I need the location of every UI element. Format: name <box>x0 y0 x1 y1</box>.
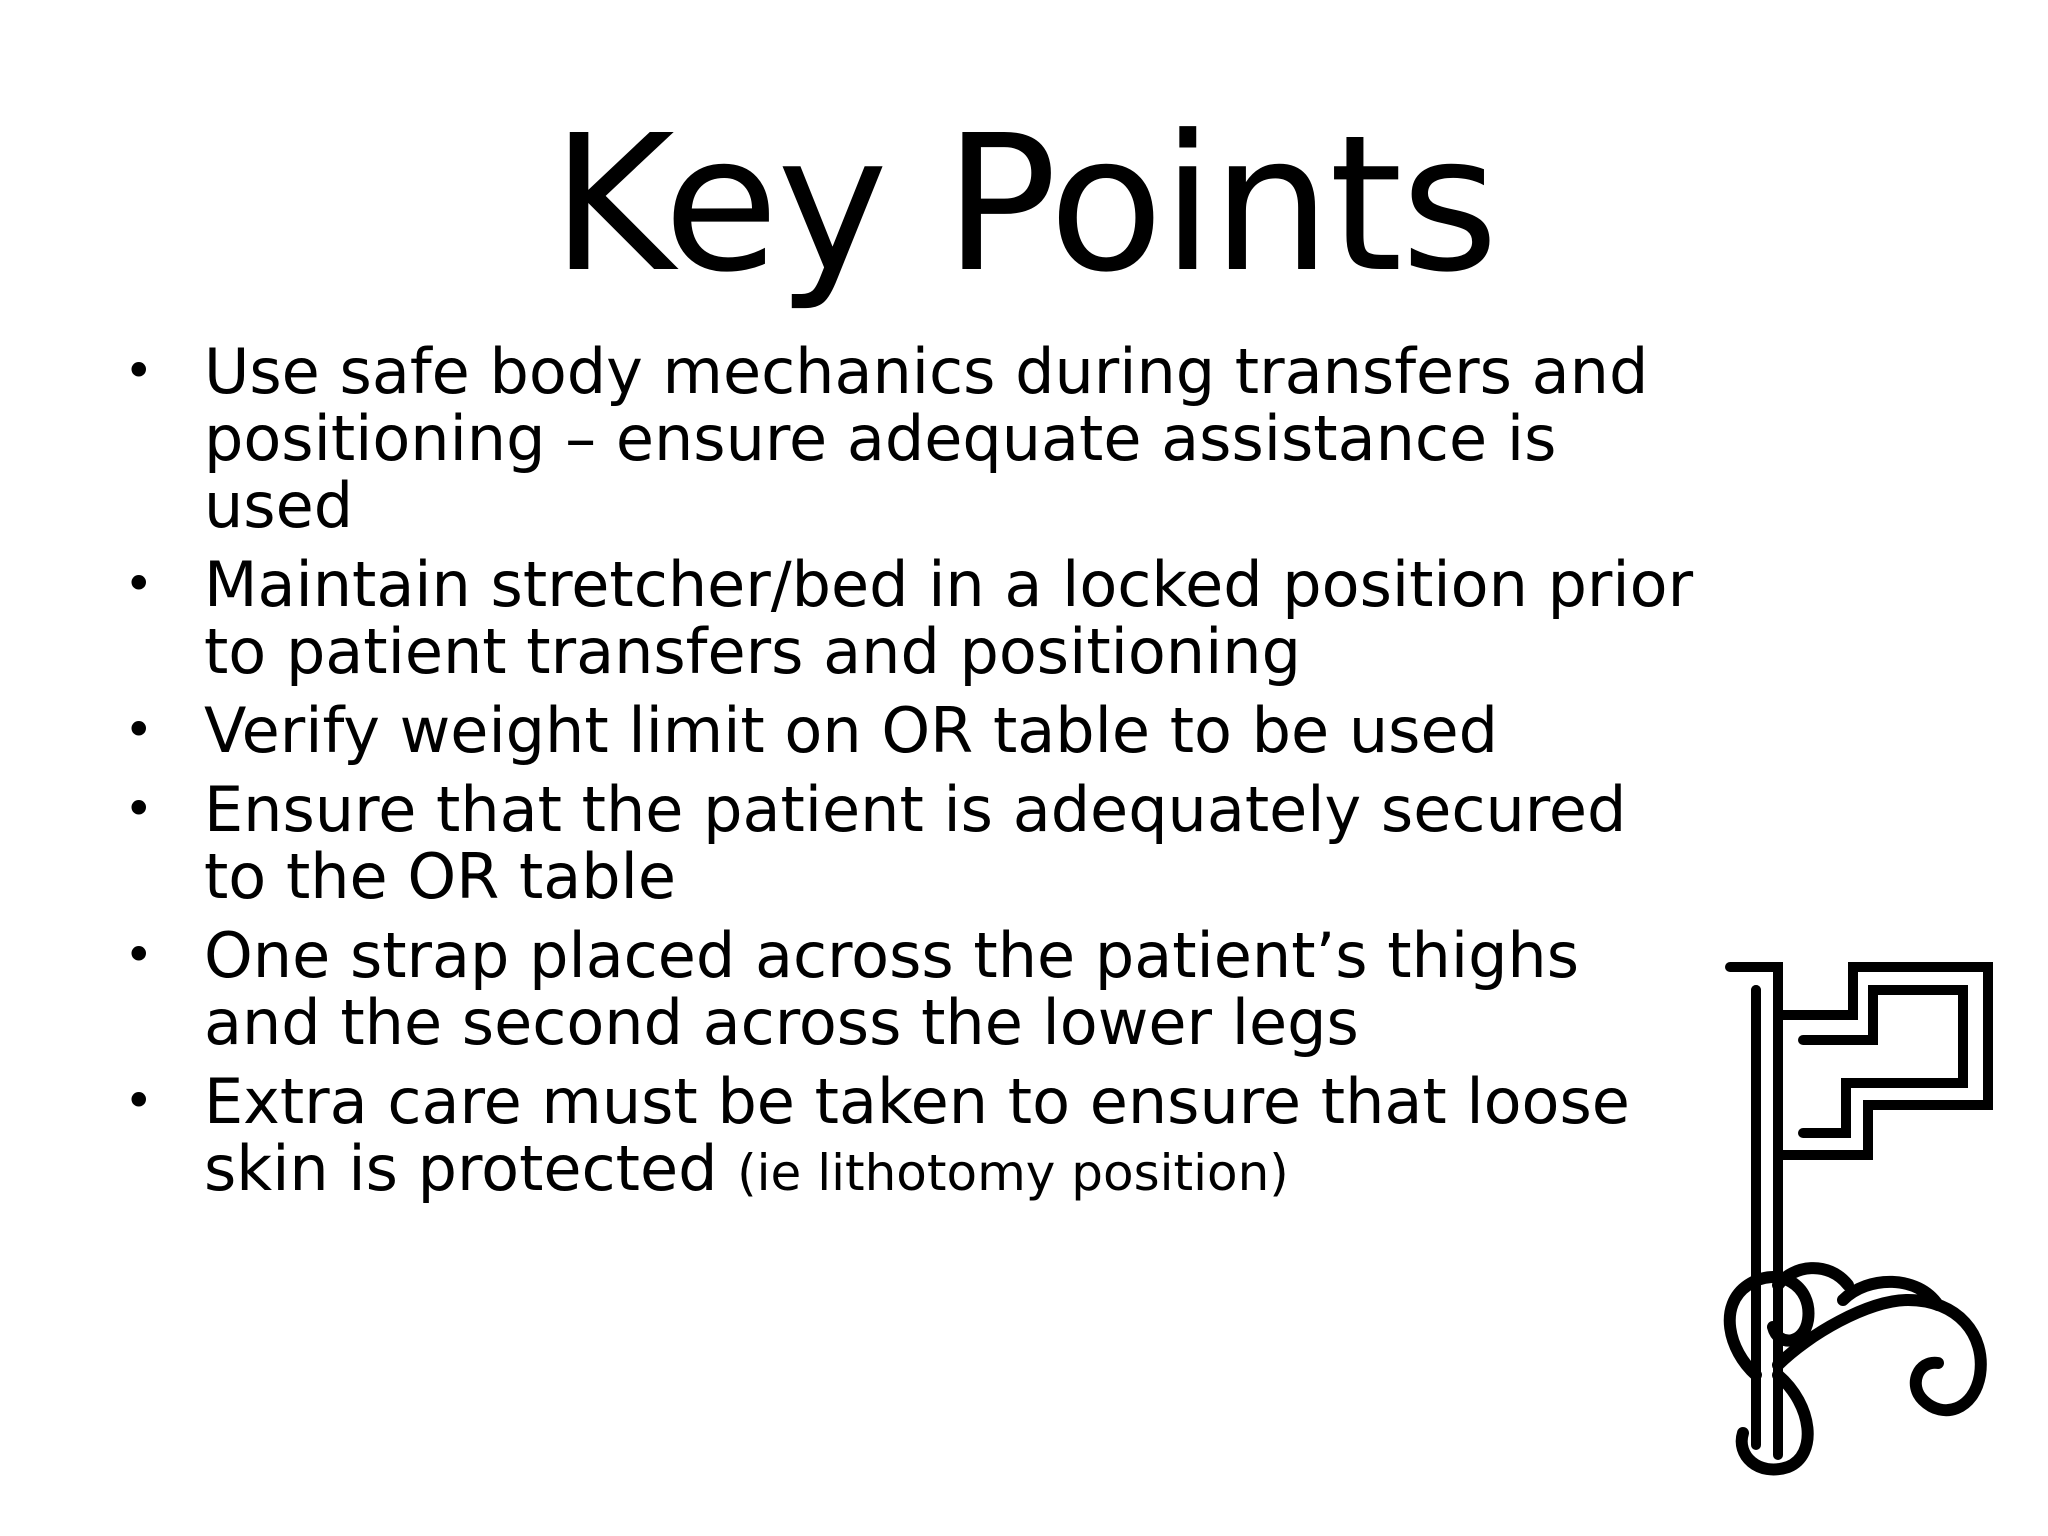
bullet-note: (ie lithotomy position) <box>737 1144 1289 1202</box>
bullet-item-loose-skin <box>118 1065 1708 1207</box>
bullet-dot: • <box>124 342 154 400</box>
bullet-text: Use safe body mechanics during transfers and positioning – ensure adequate assistance is used <box>204 335 1649 542</box>
key-icon <box>1718 955 2003 1480</box>
bullet-text: One strap placed across the patient’s thighs and the second across the lower legs <box>204 919 1580 1059</box>
bullet-item-straps <box>118 919 1708 1059</box>
bullet-dot: • <box>124 555 154 613</box>
bullet-dot: • <box>124 780 154 838</box>
bullet-item-locked-stretcher <box>118 548 1708 688</box>
bullet-dot: • <box>124 926 154 984</box>
bullet-item-body-mechanics <box>118 335 1708 542</box>
bullet-item-secured <box>118 773 1708 913</box>
bullet-text: Maintain stretcher/bed in a locked position prior to patient transfers and positioning <box>204 548 1694 688</box>
bullet-dot: • <box>124 1072 154 1130</box>
bullet-text: Ensure that the patient is adequately secured to the OR table <box>204 773 1627 913</box>
bullet-item-weight-limit <box>118 694 1708 767</box>
bullet-text: Verify weight limit on OR table to be used <box>204 694 1498 767</box>
bullet-text: Extra care must be taken to ensure that loose skin is protected <box>204 1065 1630 1205</box>
slide-title: Key Points <box>551 95 1497 314</box>
bullet-dot: • <box>124 701 154 759</box>
key-points-list <box>118 335 1708 1219</box>
